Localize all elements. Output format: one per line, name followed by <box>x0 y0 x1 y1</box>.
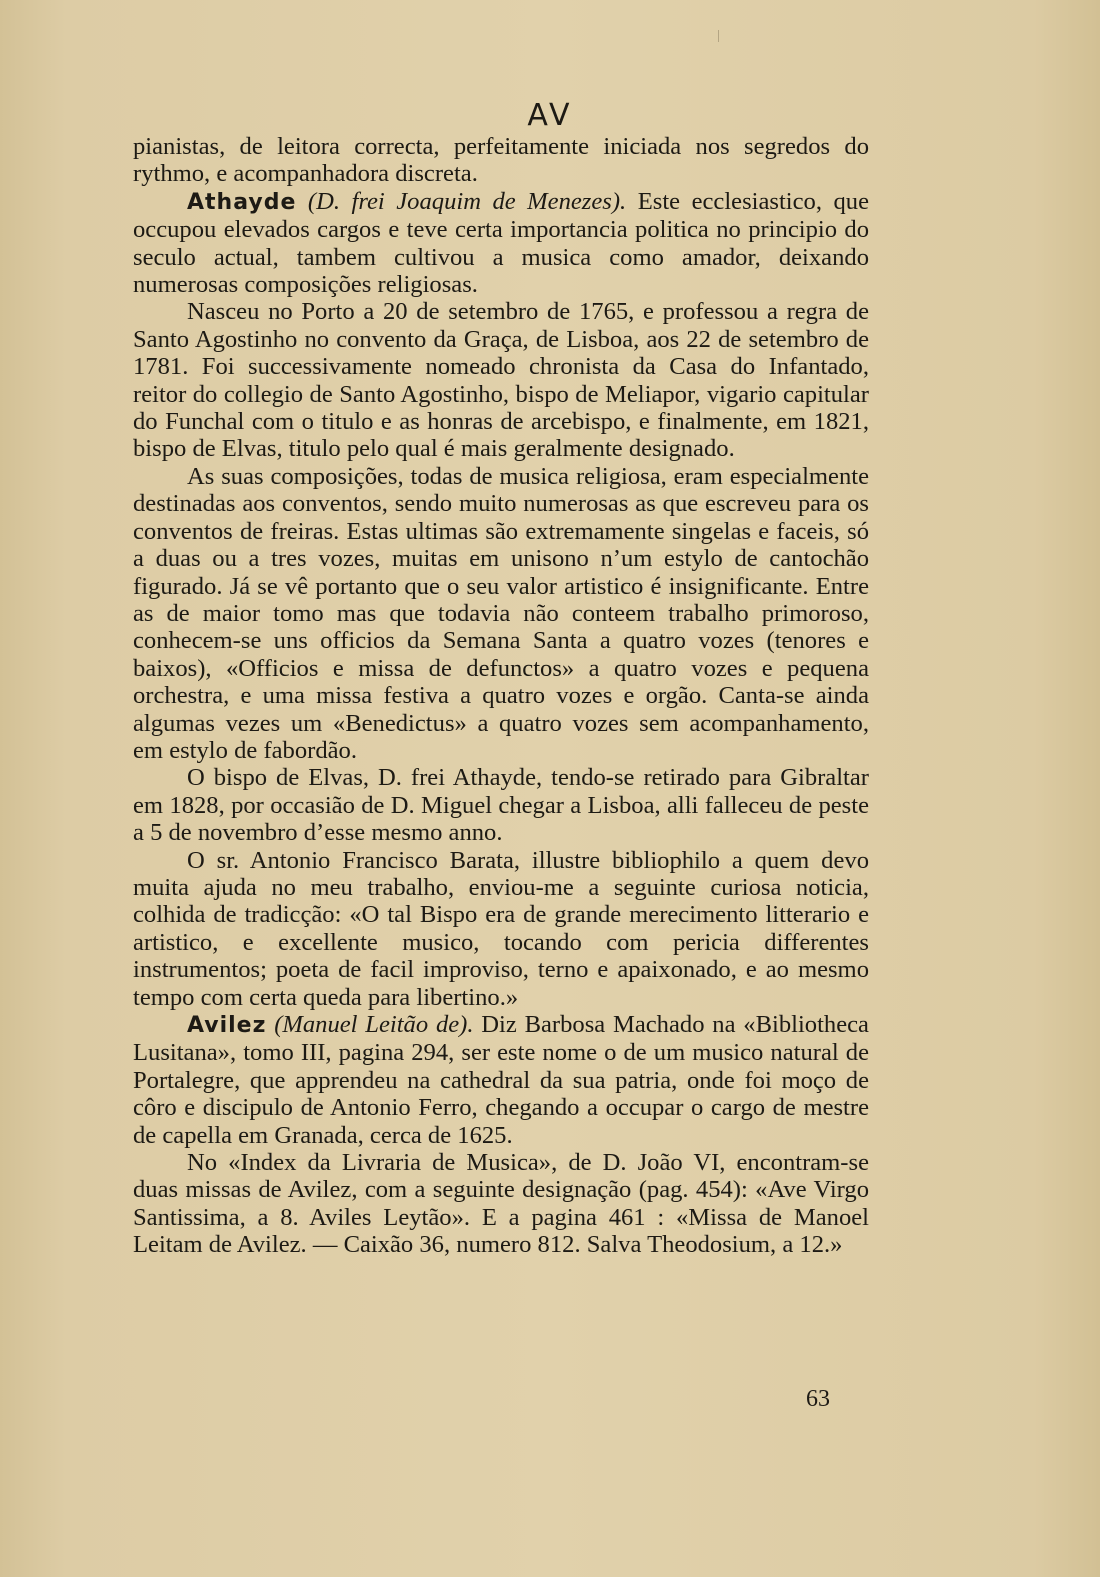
paragraph-death: O bispo de Elvas, D. frei Athayde, tendo-se retirado para Gibraltar em 1828, por occasião de D. Miguel chegar a Lisboa, alli falleceu de peste a 5 de novembro d’esse mesmo anno. <box>133 764 869 847</box>
paragraph-anecdote: O sr. Antonio Francisco Barata, illustre bibliophilo a quem devo muita ajuda no meu trabalho, enviou-me a seguinte curiosa noticia, colhida de tradicção: «O tal Bispo era de grande merecimento litterario e artistico, e excellente musico, tocando com pericia differentes instrumentos; poeta de facil improviso, terno e apaixonado, e ao mesmo tempo com certa queda para libertino.» <box>133 846 869 1011</box>
entry-text-athayde: Este ecclesiastico, que occupou elevados cargos e teve certa importancia politica no principio do seculo actual, tambem cultivou a musica como amador, deixando numerosas composições religiosas. <box>133 187 869 299</box>
entry-text-avilez: Diz Barbosa Machado na «Bibliotheca Lusitana», tomo III, pagina 294, ser este nome o de um musico natural de Portalegre, que apprendeu na cathedral da sua patria, onde foi moço de côro e discipulo de Antonio Ferro, chegando a occupar o cargo de mestre de capella em Granada, cerca de 1625. <box>133 1011 869 1149</box>
paragraph-index: No «Index da Livraria de Musica», de D. João VI, encontram-se duas missas de Avilez, com a seguinte designação (pag. 454): «Ave Virgo Santissima, a 8. Aviles Leytão». E a pagina 461 : «Missa de Manoel Leitam de Avilez. — Caixão 36, numero 812. Salva Theodosium, a 12.» <box>133 1149 869 1259</box>
paragraph-continuation: pianistas, de leitora correcta, perfeitamente iniciada nos segredos do rythmo, e acompanhadora discreta. <box>133 133 869 188</box>
entry-qualifier-avilez: (Manuel Leitão de). <box>274 1011 474 1038</box>
entry-heading-avilez: Avilez <box>187 1013 267 1038</box>
entry-avilez <box>133 1011 869 1149</box>
entry-athayde <box>133 188 869 299</box>
paragraph-birth: Nasceu no Porto a 20 de setembro de 1765, e professou a regra de Santo Agostinho no convento da Graça, de Lisboa, aos 22 de setembro de 1781. Foi successivamente nomeado chronista da Casa do Infantado, reitor do collegio de Santo Agostinho, bispo de Meliapor, vigario capitular do Funchal com o titulo e as honras de arcebispo, e finalmente, em 1821, bispo de Elvas, titulo pelo qual é mais geralmente designado. <box>133 298 869 463</box>
page-number: 63 <box>806 1386 830 1412</box>
article-body <box>133 133 869 1259</box>
paragraph-compositions: As suas composições, todas de musica religiosa, eram especialmente destinadas aos conventos, sendo muito numerosas as que escreveu para os conventos de freiras. Estas ultimas são extremamente singelas e faceis, só a duas ou a tres vozes, muitas em unisono n’um estylo de cantochão figurado. Já se vê portanto que o seu valor artistico é insignificante. Entre as de maior tomo mas que todavia não conteem trabalho primoroso, conhecem-se uns officios da Semana Santa a quatro vozes (tenores e baixos), «Officios e missa de defunctos» a quatro vozes e pequena orchestra, e uma missa festiva a quatro vozes e orgão. Canta-se ainda algumas vezes um «Benedictus» a quatro vozes sem acompanhamento, em estylo de fabordão. <box>133 462 869 764</box>
paper-mark <box>718 30 719 42</box>
entry-qualifier-athayde: (D. frei Joaquim de Menezes). <box>307 187 627 215</box>
entry-heading-athayde: Athayde <box>187 189 297 215</box>
running-header: AV <box>527 98 573 133</box>
